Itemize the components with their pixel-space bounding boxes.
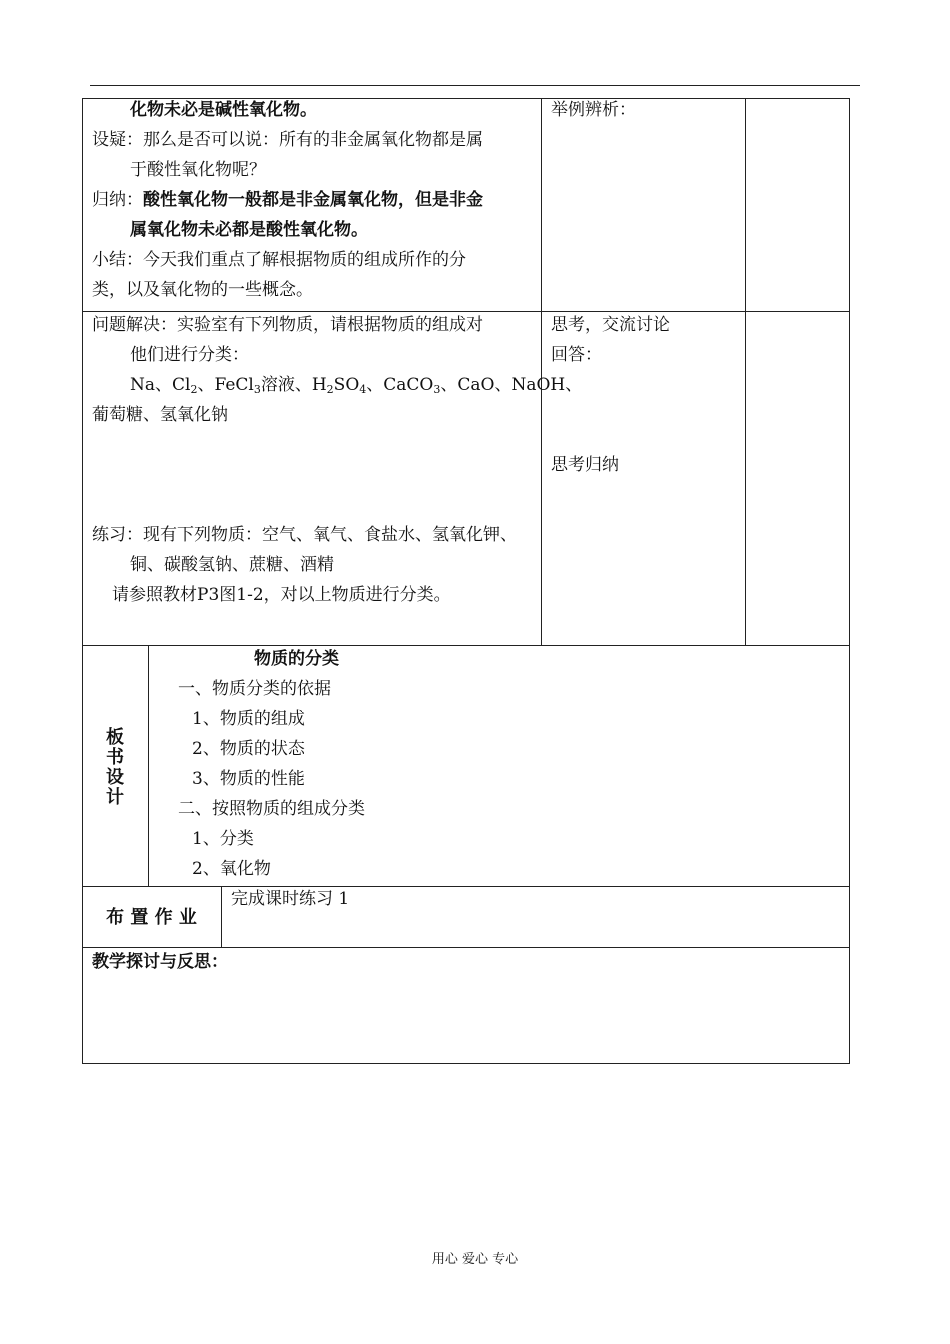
- subscript: 3: [253, 383, 261, 396]
- formula-part: 溶液、H: [260, 375, 327, 395]
- activity-text: 回答：: [551, 345, 602, 365]
- homework-label: 布 置 作 业: [106, 907, 197, 928]
- row1-left-text: [92, 95, 538, 305]
- board-item: 1、分类: [192, 829, 254, 849]
- exercise-line: 练习：现有下列物质：空气、氧气、食盐水、氢氧化钾、: [92, 525, 517, 545]
- board-title: 物质的分类: [254, 649, 339, 669]
- formula-part: 、CaO、NaOH、: [440, 375, 583, 395]
- board-item: 一、物质分类的依据: [178, 679, 331, 699]
- text-line: [92, 185, 538, 215]
- text-line: 于酸性氧化物呢？: [130, 160, 266, 180]
- label-char: 计: [106, 787, 124, 808]
- formula-part: Na、Cl: [130, 375, 191, 395]
- label-char: 设: [106, 767, 124, 788]
- activity-text: 思考，交流讨论: [551, 315, 670, 335]
- activity-text: 举例辨析：: [551, 100, 636, 120]
- text-line: 属氧化物未必都是酸性氧化物。: [130, 220, 368, 240]
- text-line: 类，以及氧化物的一些概念。: [92, 280, 313, 300]
- board-item: 2、氧化物: [192, 859, 271, 879]
- exercise-line: 铜、碳酸氢钠、蔗糖、酒精: [130, 555, 334, 575]
- subscript: 2: [326, 383, 334, 396]
- problem-line: 他们进行分类：: [130, 345, 249, 365]
- formula-part: 、FeCl: [197, 375, 254, 395]
- homework-content: 完成课时练习 1: [231, 889, 350, 909]
- board-item: 3、物质的性能: [192, 769, 305, 789]
- board-content: [178, 644, 365, 884]
- board-design-label: [103, 728, 127, 808]
- header-rule: [90, 85, 860, 86]
- formula-part: SO: [333, 375, 360, 395]
- row2-activity: [551, 310, 670, 480]
- board-item: 二、按照物质的组成分类: [178, 799, 365, 819]
- label-char: 书: [106, 747, 124, 768]
- board-item: 1、物质的组成: [192, 709, 305, 729]
- activity-text: 思考归纳: [551, 455, 619, 475]
- subscript: 3: [433, 383, 441, 396]
- reflection-label: 教学探讨与反思：: [92, 952, 228, 972]
- footer-slogan: 用心 爱心 专心: [431, 1252, 519, 1267]
- board-item: 2、物质的状态: [192, 739, 305, 759]
- exercise-line: 请参照教材P3图1-2，对以上物质进行分类。: [112, 585, 451, 605]
- formula-part: 、CaCO: [366, 375, 434, 395]
- induction-text: 酸性氧化物一般都是非金属氧化物，但是非金: [143, 190, 483, 210]
- subscript: 4: [359, 383, 367, 396]
- problem-line: 葡萄糖、氢氧化钠: [92, 405, 228, 425]
- row1-activity: [551, 95, 636, 125]
- lesson-plan-table: [82, 98, 850, 1064]
- problem-line: 问题解决：实验室有下列物质，请根据物质的组成对: [92, 315, 483, 335]
- label-char: 板: [106, 727, 124, 748]
- induction-label: 归纳：: [92, 190, 143, 210]
- text-line: 小结：今天我们重点了解根据物质的组成所作的分: [92, 250, 466, 270]
- subscript: 2: [190, 383, 198, 396]
- formula-line: [92, 370, 583, 400]
- text-line: 化物未必是碱性氧化物。: [130, 100, 317, 120]
- text-line: 设疑：那么是否可以说：所有的非金属氧化物都是属: [92, 130, 483, 150]
